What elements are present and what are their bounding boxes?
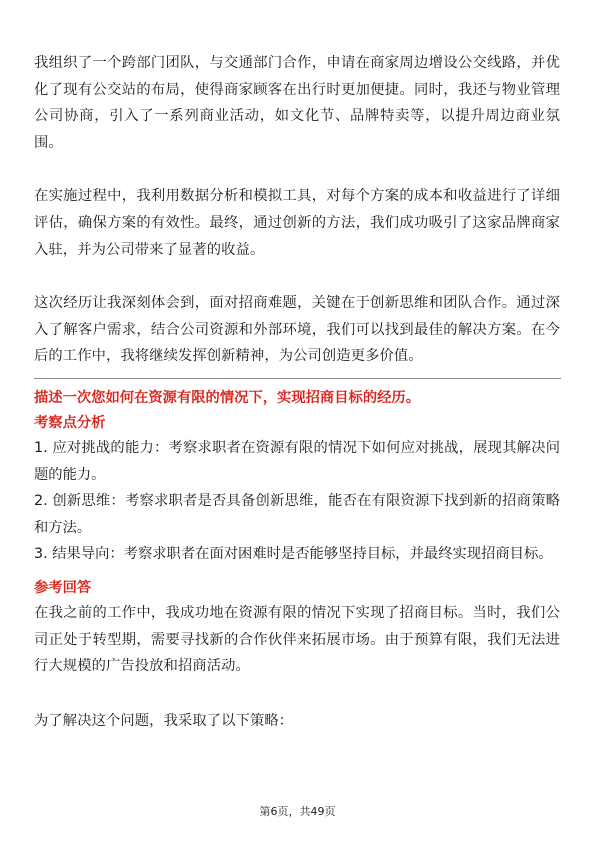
answer-paragraph: 在我之前的工作中，我成功地在资源有限的情况下实现了招商目标。当时，我们公司正处于转型期，需要寻找新的合作伙伴来拓展市场。由于预算有限，我们无法进行大规模的广告投放和招商活动。 [34,604,560,675]
section-divider [34,378,561,379]
analysis-item: 3. 结果导向：考察求职者在面对困难时是否能够坚持目标，并最终实现招商目标。 [34,546,553,563]
page-number: 第6页，共49页 [259,805,336,818]
analysis-item: 1. 应对挑战的能力：考察求职者在资源有限的情况下如何应对挑战，展现其解决问题的能力。 [34,439,560,483]
interview-question: 描述一次您如何在资源有限的情况下，实现招商目标的经历。 [34,389,421,406]
body-paragraph: 我组织了一个跨部门团队，与交通部门合作，申请在商家周边增设公交线路，并优化了现有公交站的布局，使得商家顾客在出行时更加便捷。同时，我还与物业管理公司协商，引入了一系列商业活动，如文化节、品牌特卖等，以提升周边商业氛围。 [34,55,560,151]
analysis-item: 2. 创新思维：考察求职者是否具备创新思维，能否在有限资源下找到新的招商策略和方法。 [34,493,560,536]
body-paragraph: 在实施过程中，我利用数据分析和模拟工具，对每个方案的成本和收益进行了详细评估，确保方案的有效性。最终，通过创新的方法，我们成功吸引了这家品牌商家入驻，并为公司带来了显著的收益。 [34,188,560,258]
document-body [34,50,560,734]
answer-paragraph: 为了解决这个问题，我采取了以下策略： [34,712,294,729]
paragraph-spacer [34,156,560,183]
analysis-heading: 考察点分析 [34,414,106,431]
body-paragraph: 这次经历让我深刻体会到，面对招商难题，关键在于创新思维和团队合作。通过深入了解客户需求，结合公司资源和外部环境，我们可以找到最佳的解决方案。在今后的工作中，我将继续发挥创新精神，为公司创造更多价值。 [34,295,560,365]
paragraph-spacer [34,263,560,290]
answer-heading: 参考回答 [34,579,92,596]
paragraph-spacer [34,680,560,708]
